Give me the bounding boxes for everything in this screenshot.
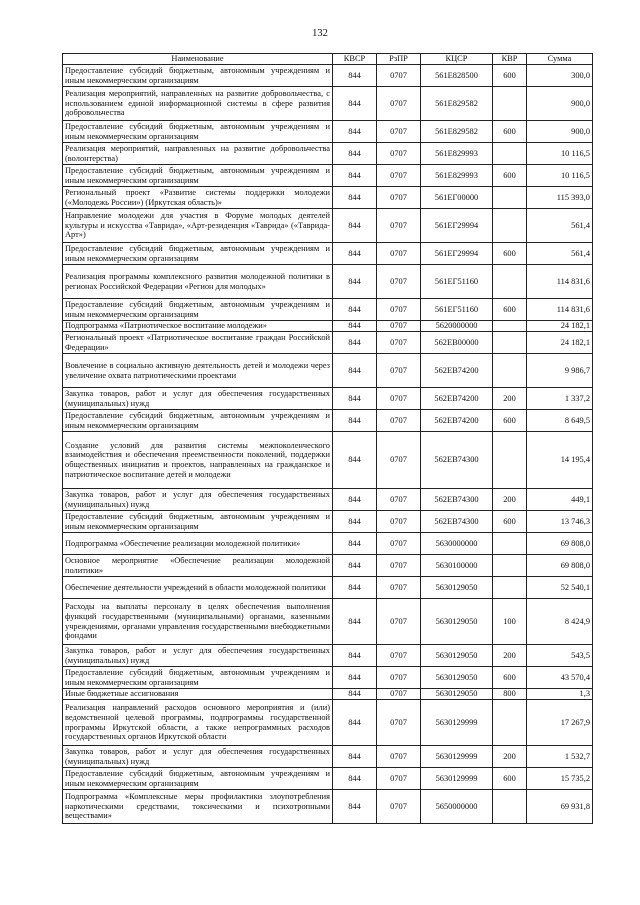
cell-kvr: 600	[493, 299, 527, 321]
table-row	[63, 667, 593, 689]
cell-rzpr: 0707	[377, 700, 421, 746]
cell-rzpr: 0707	[377, 143, 421, 165]
cell-rzpr: 0707	[377, 165, 421, 187]
cell-kvsr: 844	[333, 243, 377, 265]
cell-name: Закупка товаров, работ и услуг для обеспечения государственных (муниципальных) нужд	[63, 746, 333, 768]
cell-kvr	[493, 321, 527, 332]
cell-kvr	[493, 577, 527, 599]
cell-sum: 543,5	[527, 645, 593, 667]
cell-rzpr: 0707	[377, 354, 421, 388]
cell-sum: 561,4	[527, 243, 593, 265]
cell-kvsr: 844	[333, 388, 377, 410]
cell-kvsr: 844	[333, 746, 377, 768]
cell-kcsr: 561Е829582	[421, 121, 493, 143]
cell-name: Создание условий для развития системы межпоколенческого взаимодействия и обеспечения преемственности поколений, поддержки общественных инициатив и проектов, направленных на гражданское и патриотическое воспитание детей и молодежи	[63, 432, 333, 489]
cell-rzpr: 0707	[377, 533, 421, 555]
cell-rzpr: 0707	[377, 555, 421, 577]
cell-kcsr: 5630129050	[421, 577, 493, 599]
cell-kcsr: 5630129999	[421, 700, 493, 746]
cell-kvsr: 844	[333, 667, 377, 689]
cell-rzpr: 0707	[377, 432, 421, 489]
cell-name: Предоставление субсидий бюджетным, автономным учреждениям и иным некоммерческим организациям	[63, 667, 333, 689]
cell-sum: 8 424,9	[527, 599, 593, 645]
cell-kvsr: 844	[333, 121, 377, 143]
cell-sum: 24 182,1	[527, 332, 593, 354]
cell-kvsr: 844	[333, 599, 377, 645]
cell-kvr	[493, 354, 527, 388]
cell-kvsr: 844	[333, 165, 377, 187]
cell-kvr: 200	[493, 388, 527, 410]
cell-kcsr: 562ЕВ74300	[421, 489, 493, 511]
table-row	[63, 768, 593, 790]
cell-rzpr: 0707	[377, 209, 421, 243]
cell-name: Закупка товаров, работ и услуг для обеспечения государственных (муниципальных) нужд	[63, 388, 333, 410]
cell-kcsr: 561ЕГ00000	[421, 187, 493, 209]
cell-sum: 15 735,2	[527, 768, 593, 790]
cell-kvr: 100	[493, 599, 527, 645]
cell-name: Предоставление субсидий бюджетным, автономным учреждениям и иным некоммерческим организациям	[63, 511, 333, 533]
cell-name: Предоставление субсидий бюджетным, автономным учреждениям и иным некоммерческим организациям	[63, 299, 333, 321]
cell-sum: 10 116,5	[527, 165, 593, 187]
cell-kcsr: 562ЕВ74200	[421, 354, 493, 388]
cell-kvsr: 844	[333, 209, 377, 243]
cell-kvr: 200	[493, 645, 527, 667]
cell-name: Иные бюджетные ассигнования	[63, 689, 333, 700]
cell-rzpr: 0707	[377, 65, 421, 87]
cell-kvsr: 844	[333, 555, 377, 577]
table-row	[63, 243, 593, 265]
cell-rzpr: 0707	[377, 746, 421, 768]
cell-sum: 14 195,4	[527, 432, 593, 489]
cell-kvsr: 844	[333, 700, 377, 746]
cell-kvsr: 844	[333, 87, 377, 121]
table-row	[63, 645, 593, 667]
cell-kvr: 800	[493, 689, 527, 700]
table-row	[63, 65, 593, 87]
table-row	[63, 700, 593, 746]
cell-kcsr: 5630129999	[421, 768, 493, 790]
cell-kvr: 600	[493, 768, 527, 790]
cell-kvsr: 844	[333, 432, 377, 489]
cell-kcsr: 562ЕВ74200	[421, 410, 493, 432]
cell-kvr	[493, 533, 527, 555]
cell-kvsr: 844	[333, 410, 377, 432]
cell-sum: 69 808,0	[527, 533, 593, 555]
cell-kcsr: 562ЕВ00000	[421, 332, 493, 354]
cell-kvr	[493, 209, 527, 243]
cell-kvr	[493, 265, 527, 299]
cell-sum: 69 808,0	[527, 555, 593, 577]
cell-kvsr: 844	[333, 645, 377, 667]
cell-kcsr: 561Е829582	[421, 87, 493, 121]
cell-name: Расходы на выплаты персоналу в целях обеспечения выполнения функций государственными (муниципальными) органами, казенными учреждениями, органами управления государственными внебюджетными фондами	[63, 599, 333, 645]
header-sum: Сумма	[527, 54, 593, 65]
table-row	[63, 143, 593, 165]
cell-kvsr: 844	[333, 65, 377, 87]
cell-kcsr: 5630129050	[421, 689, 493, 700]
cell-kcsr: 5650000000	[421, 790, 493, 824]
cell-sum: 8 649,5	[527, 410, 593, 432]
cell-sum: 1 532,7	[527, 746, 593, 768]
cell-sum: 300,0	[527, 65, 593, 87]
header-kvsr: КВСР	[333, 54, 377, 65]
cell-sum: 561,4	[527, 209, 593, 243]
header-name: Наименование	[63, 54, 333, 65]
cell-rzpr: 0707	[377, 689, 421, 700]
cell-kvr: 200	[493, 746, 527, 768]
cell-kcsr: 5630129050	[421, 645, 493, 667]
cell-kvr	[493, 187, 527, 209]
table-row	[63, 577, 593, 599]
cell-sum: 52 540,1	[527, 577, 593, 599]
cell-kvr: 600	[493, 667, 527, 689]
cell-kvsr: 844	[333, 768, 377, 790]
cell-kcsr: 561ЕГ29994	[421, 209, 493, 243]
cell-sum: 17 267,9	[527, 700, 593, 746]
cell-kvr	[493, 700, 527, 746]
cell-rzpr: 0707	[377, 511, 421, 533]
cell-kvr	[493, 143, 527, 165]
budget-table	[62, 53, 593, 824]
cell-kcsr: 562ЕВ74300	[421, 511, 493, 533]
cell-rzpr: 0707	[377, 667, 421, 689]
cell-kvr	[493, 555, 527, 577]
cell-kvsr: 844	[333, 265, 377, 299]
cell-sum: 114 831,6	[527, 299, 593, 321]
header-kvr: КВР	[493, 54, 527, 65]
cell-kvsr: 844	[333, 143, 377, 165]
table-row	[63, 354, 593, 388]
table-row	[63, 87, 593, 121]
cell-kvsr: 844	[333, 533, 377, 555]
cell-kvr: 600	[493, 121, 527, 143]
cell-kcsr: 5630000000	[421, 533, 493, 555]
table-row	[63, 689, 593, 700]
cell-rzpr: 0707	[377, 299, 421, 321]
table-row	[63, 187, 593, 209]
cell-kcsr: 561ЕГ51160	[421, 299, 493, 321]
cell-kcsr: 561Е828500	[421, 65, 493, 87]
cell-kcsr: 5630129050	[421, 667, 493, 689]
table-row	[63, 332, 593, 354]
cell-sum: 69 931,8	[527, 790, 593, 824]
cell-kvr	[493, 332, 527, 354]
cell-sum: 43 570,4	[527, 667, 593, 689]
cell-kvsr: 844	[333, 187, 377, 209]
table-row	[63, 599, 593, 645]
cell-rzpr: 0707	[377, 768, 421, 790]
cell-sum: 10 116,5	[527, 143, 593, 165]
cell-rzpr: 0707	[377, 645, 421, 667]
cell-kvr: 200	[493, 489, 527, 511]
cell-rzpr: 0707	[377, 321, 421, 332]
table-row	[63, 388, 593, 410]
header-kcsr: КЦСР	[421, 54, 493, 65]
table-row	[63, 746, 593, 768]
table-row	[63, 299, 593, 321]
cell-kcsr: 5630129050	[421, 599, 493, 645]
cell-sum: 115 393,0	[527, 187, 593, 209]
cell-rzpr: 0707	[377, 489, 421, 511]
cell-sum: 1,3	[527, 689, 593, 700]
cell-sum: 114 831,6	[527, 265, 593, 299]
cell-rzpr: 0707	[377, 332, 421, 354]
cell-kvr	[493, 790, 527, 824]
cell-name: Реализация мероприятий, направленных на развитие добровольчества (волонтерства)	[63, 143, 333, 165]
cell-kcsr: 5620000000	[421, 321, 493, 332]
cell-kvsr: 844	[333, 321, 377, 332]
cell-sum: 13 746,3	[527, 511, 593, 533]
cell-rzpr: 0707	[377, 121, 421, 143]
cell-kcsr: 5630100000	[421, 555, 493, 577]
cell-kvr	[493, 432, 527, 489]
cell-name: Реализация мероприятий, направленных на развитие добровольчества, с использованием единой информационной системы в сфере развития добровольчества	[63, 87, 333, 121]
cell-rzpr: 0707	[377, 790, 421, 824]
cell-kvsr: 844	[333, 489, 377, 511]
cell-kvr: 600	[493, 511, 527, 533]
table-row	[63, 489, 593, 511]
cell-kvr: 600	[493, 165, 527, 187]
cell-sum: 900,0	[527, 121, 593, 143]
table-row	[63, 790, 593, 824]
table-row	[63, 432, 593, 489]
cell-kvsr: 844	[333, 511, 377, 533]
cell-rzpr: 0707	[377, 388, 421, 410]
cell-kvsr: 844	[333, 790, 377, 824]
table-row	[63, 511, 593, 533]
page-number: 132	[312, 28, 328, 39]
cell-kvsr: 844	[333, 354, 377, 388]
table-row	[63, 321, 593, 332]
cell-rzpr: 0707	[377, 265, 421, 299]
cell-name: Закупка товаров, работ и услуг для обеспечения государственных (муниципальных) нужд	[63, 645, 333, 667]
cell-kcsr: 561Е829993	[421, 143, 493, 165]
cell-name: Предоставление субсидий бюджетным, автономным учреждениям и иным некоммерческим организациям	[63, 165, 333, 187]
cell-name: Реализация программы комплексного развития молодежной политики в регионах Российской Федерации «Регион для молодых»	[63, 265, 333, 299]
cell-name: Закупка товаров, работ и услуг для обеспечения государственных (муниципальных) нужд	[63, 489, 333, 511]
table-row	[63, 265, 593, 299]
cell-kcsr: 561ЕГ29994	[421, 243, 493, 265]
table-row	[63, 121, 593, 143]
cell-kvsr: 844	[333, 299, 377, 321]
cell-name: Региональный проект «Развитие системы поддержки молодежи («Молодежь России») (Иркутская область)»	[63, 187, 333, 209]
cell-name: Основное мероприятие «Обеспечение реализации молодежной политики»	[63, 555, 333, 577]
cell-name: Направление молодежи для участия в Форуме молодых деятелей культуры и искусства «Таврида», «Арт-резиденция «Таврида» («Таврида-Арт»)	[63, 209, 333, 243]
header-rzpr: РзПР	[377, 54, 421, 65]
cell-kvr: 600	[493, 65, 527, 87]
table-header-row	[63, 54, 593, 65]
cell-rzpr: 0707	[377, 599, 421, 645]
cell-name: Подпрограмма «Комплексные меры профилактики злоупотребления наркотическими средствами, токсическими и психотропными веществами»	[63, 790, 333, 824]
table-row	[63, 555, 593, 577]
cell-sum: 449,1	[527, 489, 593, 511]
cell-sum: 900,0	[527, 87, 593, 121]
table-body	[63, 65, 593, 824]
table-row	[63, 209, 593, 243]
table-row	[63, 533, 593, 555]
cell-rzpr: 0707	[377, 87, 421, 121]
cell-name: Подпрограмма «Обеспечение реализации молодежной политики»	[63, 533, 333, 555]
cell-rzpr: 0707	[377, 410, 421, 432]
cell-kvsr: 844	[333, 689, 377, 700]
cell-name: Предоставление субсидий бюджетным, автономным учреждениям и иным некоммерческим организациям	[63, 243, 333, 265]
cell-kcsr: 562ЕВ74300	[421, 432, 493, 489]
cell-name: Обеспечение деятельности учреждений в области молодежной политики	[63, 577, 333, 599]
cell-kcsr: 561ЕГ51160	[421, 265, 493, 299]
cell-rzpr: 0707	[377, 243, 421, 265]
cell-sum: 24 182,1	[527, 321, 593, 332]
cell-name: Подпрограмма «Патриотическое воспитание молодежи»	[63, 321, 333, 332]
cell-kcsr: 5630129999	[421, 746, 493, 768]
cell-name: Предоставление субсидий бюджетным, автономным учреждениям и иным некоммерческим организациям	[63, 768, 333, 790]
cell-kvr	[493, 87, 527, 121]
cell-kvr: 600	[493, 243, 527, 265]
cell-sum: 1 337,2	[527, 388, 593, 410]
cell-sum: 9 986,7	[527, 354, 593, 388]
cell-name: Предоставление субсидий бюджетным, автономным учреждениям и иным некоммерческим организациям	[63, 65, 333, 87]
table-row	[63, 410, 593, 432]
cell-name: Региональный проект «Патриотическое воспитание граждан Российской Федерации»	[63, 332, 333, 354]
cell-name: Предоставление субсидий бюджетным, автономным учреждениям и иным некоммерческим организациям	[63, 121, 333, 143]
table-row	[63, 165, 593, 187]
cell-kcsr: 561Е829993	[421, 165, 493, 187]
cell-name: Предоставление субсидий бюджетным, автономным учреждениям и иным некоммерческим организациям	[63, 410, 333, 432]
cell-name: Реализация направлений расходов основного мероприятия и (или) ведомственной целевой программы, подпрограммы государственной программы Иркутской области, а также непрограммных расходов государственных органов Иркутской области	[63, 700, 333, 746]
cell-kvsr: 844	[333, 332, 377, 354]
cell-name: Вовлечение в социально активную деятельность детей и молодежи через увеличение охвата патриотическими проектами	[63, 354, 333, 388]
cell-kcsr: 562ЕВ74200	[421, 388, 493, 410]
cell-kvr: 600	[493, 410, 527, 432]
cell-rzpr: 0707	[377, 187, 421, 209]
cell-rzpr: 0707	[377, 577, 421, 599]
cell-kvsr: 844	[333, 577, 377, 599]
